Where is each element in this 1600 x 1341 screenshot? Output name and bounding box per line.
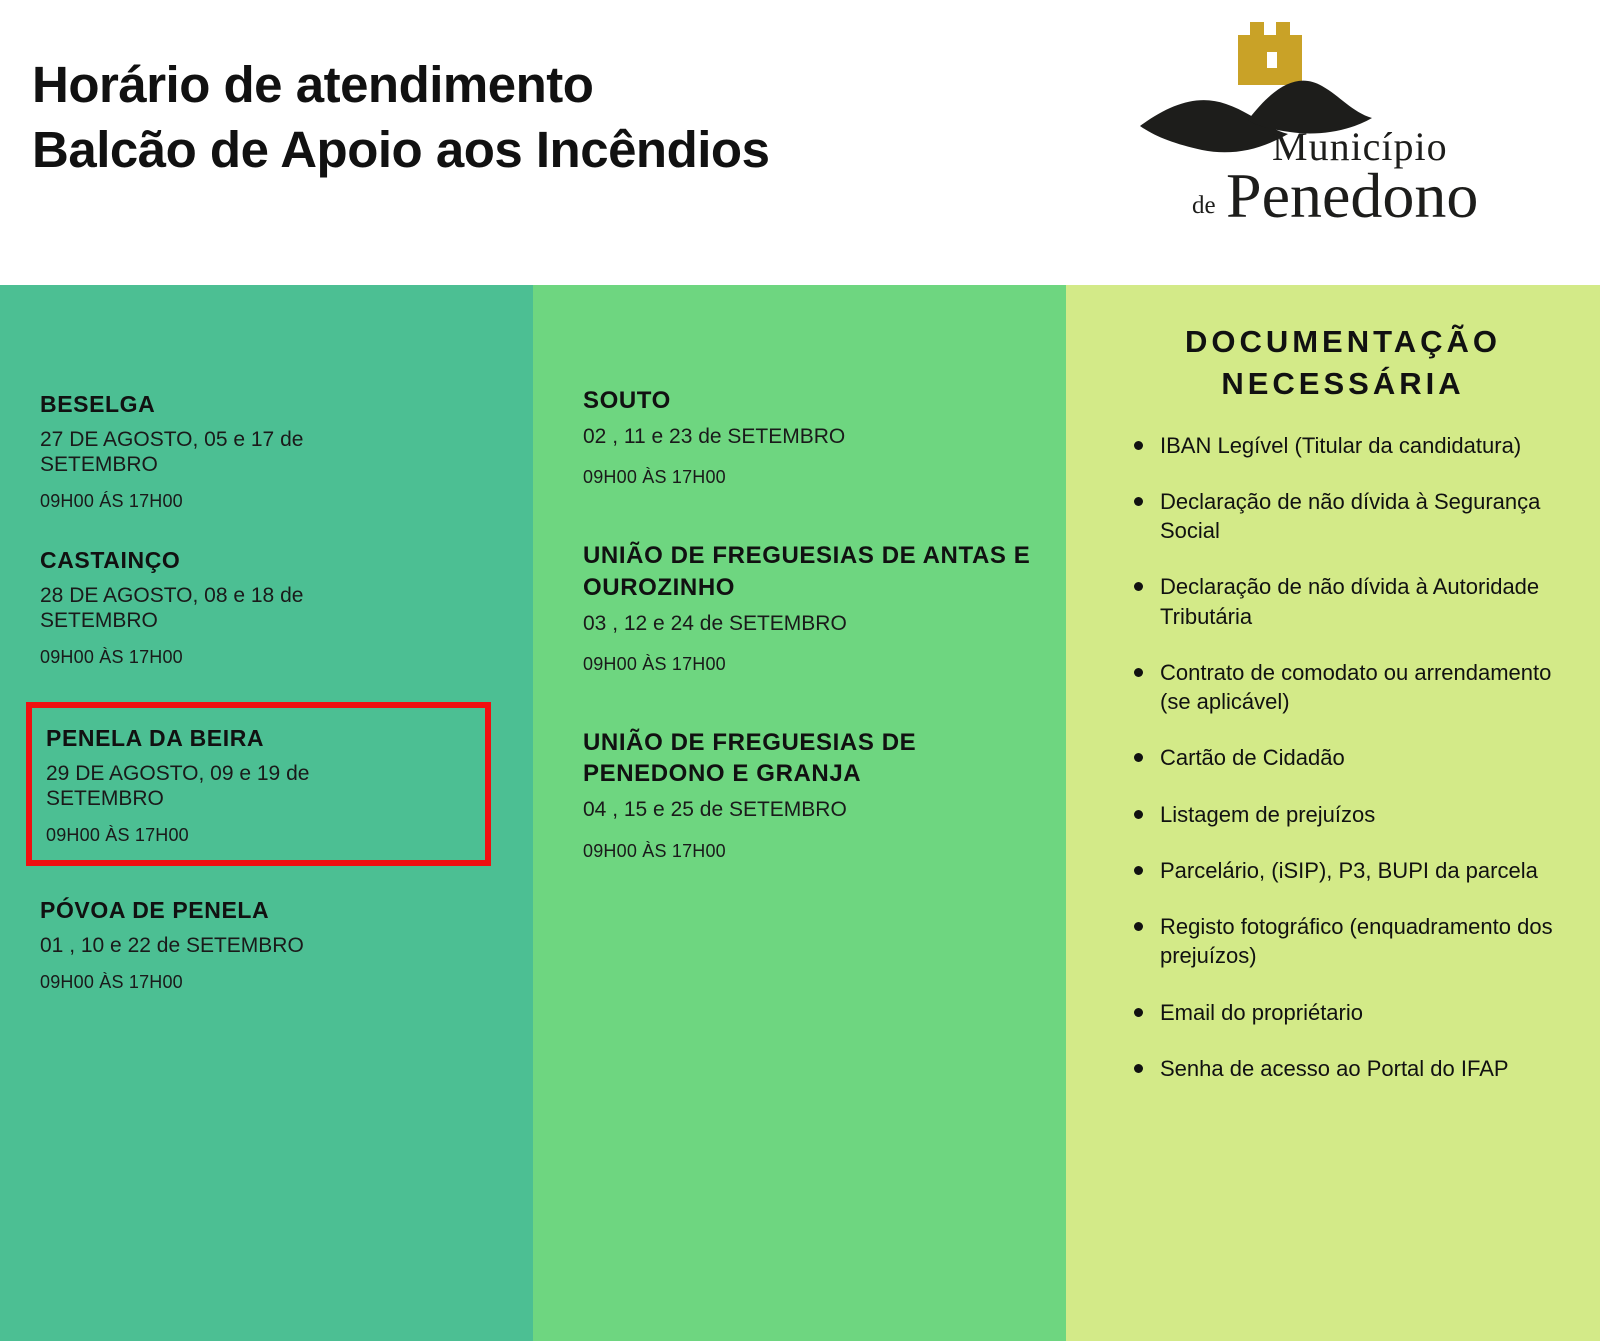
entry-dates: 27 DE AGOSTO, 05 e 17 de SETEMBRO [40,427,304,476]
schedule-entry-antas-e-ourozinho [583,540,1038,675]
municipality-logo [1140,8,1560,223]
list-item-label: IBAN Legível (Titular da candidatura) [1160,432,1522,458]
column-left [0,285,533,1341]
entry-hours: 09H00 ÀS 17H00 [46,825,189,846]
entry-hours: 09H00 ÀS 17H00 [583,467,726,488]
entry-hours: 09H00 ÀS 17H00 [40,972,183,993]
castle-tower-icon [1238,22,1302,85]
entry-hours: 09H00 ÀS 17H00 [40,647,183,668]
list-item [1126,800,1566,829]
bullet-icon [1134,1008,1143,1017]
list-item [1126,998,1566,1027]
entry-name: UNIÃO DE FREGUESIAS DE ANTAS E OUROZINHO [583,542,1031,601]
list-item-label: Senha de acesso ao Portal do IFAP [1160,1055,1509,1081]
list-item-label: Declaração de não dívida à Segurança Social [1160,488,1541,544]
schedule-entry-castainco [40,546,505,668]
page-title [32,52,769,183]
logo-municipio-text: Município [1272,124,1448,169]
bullet-icon [1134,668,1143,677]
bullet-icon [1134,810,1143,819]
list-item-label: Parcelário, (iSIP), P3, BUPI da parcela [1160,857,1538,883]
bullet-icon [1134,441,1143,450]
documentation-title: DOCUMENTAÇÃO NECESSÁRIA [1184,324,1502,401]
schedule-entry-penela-da-beira-highlighted [26,702,491,866]
list-item [1126,912,1566,971]
schedule-entry-souto [583,385,1038,488]
entry-name: SOUTO [583,387,671,414]
entry-hours: 09H00 ÁS 17H00 [40,491,183,512]
list-item [1126,487,1566,546]
list-item-label: Declaração de não dívida à Autoridade Tributária [1160,574,1540,629]
entry-name: PÓVOA DE PENELA [40,897,270,924]
logo-penedono-text: Penedono [1226,160,1479,223]
bullet-icon [1134,753,1143,762]
list-item [1126,856,1566,885]
title-line-1: Horário de atendimento [32,56,594,113]
list-item-label: Email do propriétario [1160,999,1363,1025]
column-right [1066,285,1600,1341]
schedule-entry-povoa-de-penela [40,896,505,993]
entry-dates: 03 , 12 e 24 de SETEMBRO [583,611,847,635]
bullet-icon [1134,922,1143,931]
bullet-icon [1134,866,1143,875]
entry-dates: 02 , 11 e 23 de SETEMBRO [583,425,846,449]
entry-dates: 04 , 15 e 25 de SETEMBRO [583,798,847,822]
entry-name: CASTAINÇO [40,547,181,574]
entry-dates: 01 , 10 e 22 de SETEMBRO [40,934,304,958]
list-item [1126,658,1566,717]
entry-dates: 28 DE AGOSTO, 08 e 18 de SETEMBRO [40,583,304,633]
schedule-entry-penedono-e-granja [583,727,1038,862]
entry-hours: 09H00 ÀS 17H00 [583,653,726,674]
header [0,0,1600,285]
bullet-icon [1134,1064,1143,1073]
list-item [1126,1054,1566,1083]
entry-dates: 29 DE AGOSTO, 09 e 19 de SETEMBRO [46,762,310,811]
list-item [1126,431,1566,460]
list-item-label: Cartão de Cidadão [1160,745,1345,771]
entry-hours: 09H00 ÀS 17H00 [583,840,726,861]
list-item-label: Contrato de comodato ou arrendamento (se aplicável) [1160,659,1552,715]
list-item-label: Listagem de prejuízos [1160,801,1376,827]
entry-name: PENELA DA BEIRA [46,725,265,752]
list-item [1126,743,1566,772]
schedule-entry-beselga [40,390,505,512]
bullet-icon [1134,497,1143,506]
list-item [1126,572,1566,631]
content-columns [0,285,1600,1341]
documentation-list [1126,431,1570,1084]
list-item-label: Registo fotográfico (enquadramento dos prejuízos) [1160,914,1553,969]
bullet-icon [1134,582,1143,591]
column-middle [533,285,1066,1341]
title-line-2: Balcão de Apoio aos Incêndios [32,121,770,179]
entry-name: BESELGA [40,391,156,417]
entry-name: UNIÃO DE FREGUESIAS DE PENEDONO E GRANJA [583,728,917,788]
logo-de-text: de [1192,192,1216,219]
